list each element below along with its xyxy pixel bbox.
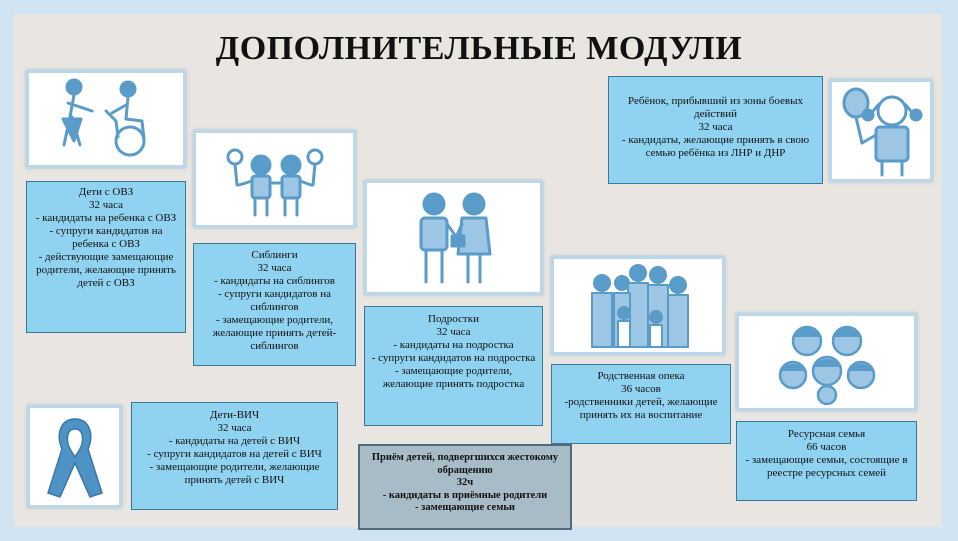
module-line: -родственники детей, желающие принять их на воспитание xyxy=(564,396,718,421)
module-hours: 32 часа xyxy=(257,262,292,274)
module-hours: 32 часа xyxy=(217,422,252,434)
module-title: Приём детей, подвергшихся жестокому обращению xyxy=(371,452,559,476)
teenagers-icon xyxy=(364,180,543,295)
module-kinship xyxy=(551,364,731,444)
module-hours: 32 часа xyxy=(436,326,471,338)
wheelchair-icon xyxy=(26,70,186,168)
module-title: Дети с ОВЗ xyxy=(78,186,134,198)
module-teens xyxy=(364,306,543,426)
module-hours: 32 часа xyxy=(88,199,124,211)
module-line: - замещающие родители, желающие принять детей с ВИЧ xyxy=(149,461,320,486)
module-hours: 32ч xyxy=(456,477,474,488)
module-hours: 66 часов xyxy=(806,441,847,453)
family-icon xyxy=(551,256,725,355)
module-title: Родственная опека xyxy=(597,370,685,382)
module-title: Ребёнок, прибывший из зоны боевых действий xyxy=(627,95,803,120)
module-abuse xyxy=(358,444,572,530)
module-line: - супруги кандидатов на сиблингов xyxy=(217,288,332,313)
module-resource xyxy=(736,421,917,501)
module-line: - кандидаты, желающие принять в свою семью ребёнка из ЛНР и ДНР xyxy=(621,134,810,159)
page-title: ДОПОЛНИТЕЛЬНЫЕ МОДУЛИ xyxy=(215,30,743,67)
module-line: - супруги кандидатов на детей с ВИЧ xyxy=(147,448,322,460)
module-line: - кандидаты на подростка xyxy=(393,339,514,351)
module-hours: 36 часов xyxy=(621,383,661,395)
module-title: Дети-ВИЧ xyxy=(209,409,260,421)
ribbon-icon xyxy=(27,405,122,508)
girl-balloon-icon xyxy=(829,79,933,182)
module-line: - кандидаты на сиблингов xyxy=(214,275,335,287)
group-faces-icon xyxy=(736,313,917,411)
module-title: Ресурсная семья xyxy=(787,428,866,440)
module-line: - действующие замещающие родители, желающие принять детей с ОВЗ xyxy=(36,251,176,289)
module-title: Подростки xyxy=(428,313,479,325)
module-line: - замещающие семьи, состоящие в реестре ресурсных семей xyxy=(745,454,908,479)
module-conflict xyxy=(608,76,823,184)
module-line: - супруги кандидатов на ребенка с ОВЗ xyxy=(49,225,163,250)
module-line: - замещающие родители, желающие принять детей-сиблингов xyxy=(212,314,337,352)
module-line: - кандидаты на детей с ВИЧ xyxy=(168,435,301,447)
module-ovz xyxy=(26,181,186,333)
module-line: - замещающие семьи xyxy=(415,502,515,513)
module-line: - кандидаты в приёмные родители xyxy=(382,489,548,501)
module-line: - замещающие родители, желающие принять подростка xyxy=(382,365,525,390)
children-balloons-icon xyxy=(193,130,356,228)
module-line: - супруги кандидатов на подростка xyxy=(371,352,536,364)
module-siblings xyxy=(193,243,356,366)
module-title: Сиблинги xyxy=(251,249,298,261)
module-hours: 32 часа xyxy=(698,121,733,133)
module-line: - кандидаты на ребенка с ОВЗ xyxy=(35,212,177,224)
module-hiv xyxy=(131,402,338,510)
